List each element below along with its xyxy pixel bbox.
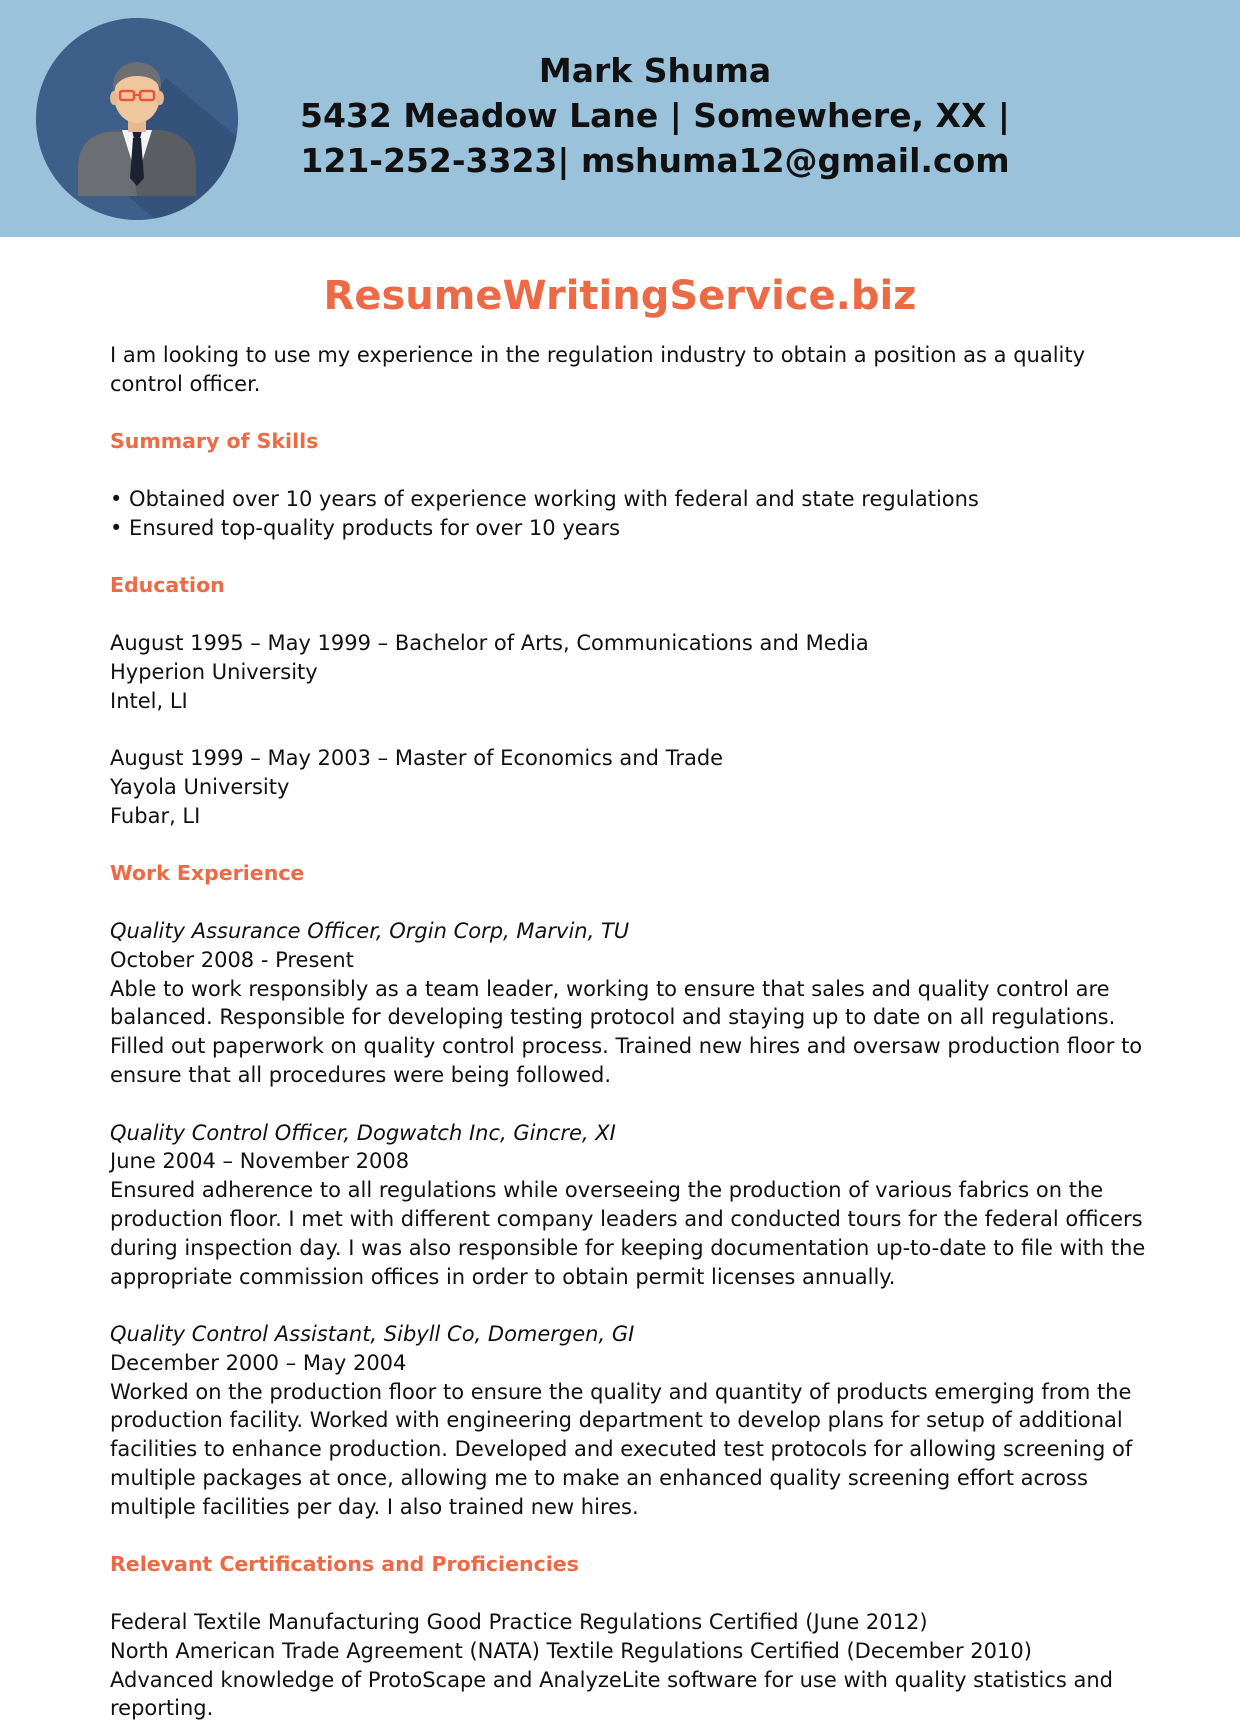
header-banner [0,0,1240,237]
education-dates-degree: August 1995 – May 1999 – Bachelor of Arts, Communications and Media [110,630,869,655]
education-dates-degree: August 1999 – May 2003 – Master of Economics and Trade [110,746,724,771]
certification-item: Advanced knowledge of ProtoScape and AnalyzeLite software for use with quality statistics and reporting. [110,1667,1113,1721]
education-location: Intel, LI [110,688,188,713]
job-title: Quality Assurance Officer, Orgin Corp, Marvin, TU [110,918,630,943]
resume-body [110,341,1150,1723]
education-school: Yayola University [110,774,290,799]
education-school: Hyperion University [110,659,318,684]
education-heading: Education [110,573,225,598]
certification-item: North American Trade Agreement (NATA) Textile Regulations Certified (December 2010) [110,1638,1032,1663]
skill-item: • Obtained over 10 years of experience working with federal and state regulations [110,486,979,511]
candidate-address: 5432 Meadow Lane | Somewhere, XX | [300,96,1010,135]
contact-block [280,48,1030,183]
job-description: Able to work responsibly as a team leader, working to ensure that sales and quality control are balanced. Responsible for developing testing protocol and staying up to date on all regulations. Filled out paperwork on quality control process. Trained new hires and oversaw production floor to ensure that all procedures were being followed. [110,976,1143,1087]
brand-title: ResumeWritingService.biz [323,273,917,319]
candidate-phone-email: 121-252-3323| mshuma12@gmail.com [300,141,1010,180]
job-dates: October 2008 - Present [110,947,354,972]
objective-text: I am looking to use my experience in the regulation industry to obtain a position as a quality control officer. [110,343,1086,396]
candidate-name: Mark Shuma [538,51,772,90]
job-description: Ensured adherence to all regulations while overseeing the production of various fabrics on the production floor. I met with different company leaders and conducted tours for the federal officers during inspection day. I was also responsible for keeping documentation up-to-date to file with the appropriate commission offices in order to obtain permit licenses annually. [110,1178,1146,1289]
work-heading: Work Experience [110,861,305,886]
skills-heading: Summary of Skills [110,429,319,454]
certification-item: Federal Textile Manufacturing Good Practice Regulations Certified (June 2012) [110,1610,928,1635]
skill-item: • Ensured top-quality products for over 10 years [110,515,621,540]
job-description: Worked on the production floor to ensure the quality and quantity of products emerging from the production facility. Worked with engineering department to develop plans for setup of additional facilities to enhance production. Developed and executed test protocols for allowing screening of multiple packages at once, allowing me to make an enhanced quality screening effort across multiple facilities per day. I also trained new hires. [110,1379,1133,1519]
job-dates: June 2004 – November 2008 [110,1149,410,1174]
certifications-heading: Relevant Certifications and Proficiencies [110,1552,579,1577]
job-title: Quality Control Officer, Dogwatch Inc, Gincre, XI [110,1120,616,1145]
education-location: Fubar, LI [110,803,201,828]
businessman-avatar-icon [36,18,238,220]
job-dates: December 2000 – May 2004 [110,1350,407,1375]
job-title: Quality Control Assistant, Sibyll Co, Domergen, GI [110,1322,635,1347]
